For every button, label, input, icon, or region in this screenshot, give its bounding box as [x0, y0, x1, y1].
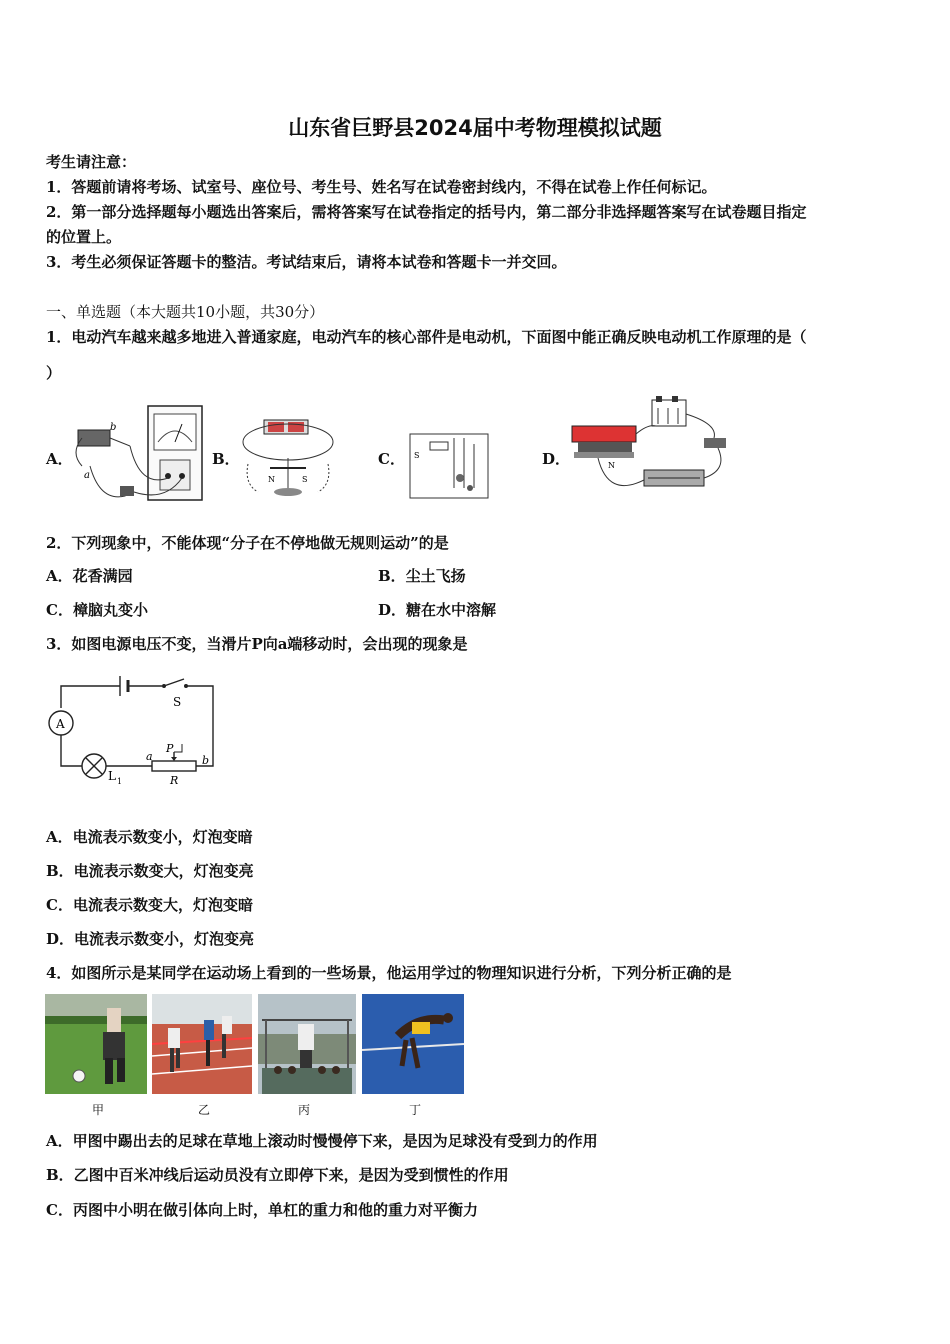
- q4-caption-yi: 乙: [198, 1103, 211, 1117]
- notice-3: 3．考生必须保证答题卡的整洁。考试结束后，请将本试卷和答题卡一并交回。: [46, 253, 567, 271]
- q4-photo-pullup: [258, 994, 356, 1094]
- q4-photo-highjump: [362, 994, 464, 1094]
- q1-figure-d: [568, 394, 732, 504]
- circuit-label-lamp-sub: 1: [117, 777, 123, 786]
- fig-a-label-a: a: [84, 470, 90, 481]
- q4-option-a: A．甲图中踢出去的足球在草地上滚动时慢慢停下来，是因为足球没有受到力的作用: [46, 1132, 598, 1150]
- q3-option-a: A．电流表示数变小，灯泡变暗: [46, 828, 253, 846]
- q3-option-c: C．电流表示数变大，灯泡变暗: [46, 896, 253, 914]
- q2-option-a: A．花香满园: [46, 567, 133, 585]
- q1-label-b: B．: [212, 450, 240, 468]
- notice-2-cont: 的位置上。: [46, 228, 122, 246]
- q1-stem-cont: ）: [46, 364, 62, 382]
- fig-a-label-b: b: [110, 422, 117, 433]
- circuit-label-p: P: [166, 742, 174, 755]
- circuit-label-a: a: [146, 750, 153, 763]
- q1-label-d: D．: [542, 450, 571, 468]
- notice-1: 1．答题前请将考场、试室号、座位号、考生号、姓名写在试卷密封线内，不得在试卷上作任何标记。: [46, 178, 717, 196]
- page-title: 山东省巨野县2024届中考物理模拟试题: [288, 116, 662, 140]
- q3-circuit-diagram: [40, 668, 226, 794]
- q3-option-b: B．电流表示数变大，灯泡变亮: [46, 862, 254, 880]
- q1-figure-b: [238, 412, 338, 502]
- q4-photo-sprint: [152, 994, 252, 1094]
- q2-stem: 2．下列现象中，不能体现“分子在不停地做无规则运动”的是: [46, 534, 449, 552]
- q4-option-c: C．丙图中小明在做引体向上时，单杠的重力和他的重力对平衡力: [46, 1201, 478, 1219]
- q1-figure-c: [404, 424, 494, 504]
- q4-stem: 4．如图所示是某同学在运动场上看到的一些场景，他运用学过的物理知识进行分析，下列分析正确的是: [46, 964, 732, 982]
- q3-stem: 3．如图电源电压不变，当滑片P向a端移动时，会出现的现象是: [46, 635, 468, 653]
- q4-caption-bing: 丙: [298, 1103, 311, 1117]
- circuit-label-s: S: [173, 695, 182, 709]
- q2-option-c: C．樟脑丸变小: [46, 601, 148, 619]
- notice-2: 2．第一部分选择题每小题选出答案后，需将答案写在试卷指定的括号内，第二部分非选择题答案写在试卷题目指定: [46, 203, 807, 221]
- q1-label-a: A．: [46, 450, 73, 468]
- circuit-label-b: b: [202, 754, 210, 767]
- circuit-label-r: R: [170, 774, 179, 787]
- section-heading: 一、单选题（本大题共10小题，共30分）: [46, 303, 325, 321]
- q4-caption-jia: 甲: [92, 1103, 105, 1117]
- circuit-label-lamp: L: [108, 769, 116, 783]
- q2-option-d: D．糖在水中溶解: [378, 601, 497, 619]
- fig-d-label-n: N: [608, 461, 615, 470]
- notice-heading: 考生请注意：: [46, 153, 137, 171]
- q4-photo-soccer: [45, 994, 147, 1094]
- fig-b-label-s: S: [302, 475, 308, 484]
- q1-label-c: C．: [378, 450, 405, 468]
- q4-caption-ding: 丁: [409, 1103, 422, 1117]
- fig-b-label-n: N: [268, 475, 275, 484]
- q1-figure-a: [70, 398, 210, 506]
- q3-option-d: D．电流表示数变小，灯泡变亮: [46, 930, 255, 948]
- circuit-label-ammeter: A: [56, 717, 65, 731]
- q1-stem: 1．电动汽车越来越多地进入普通家庭，电动汽车的核心部件是电动机，下面图中能正确反映电动机工作原理的是（: [46, 328, 807, 346]
- q2-option-b: B．尘土飞扬: [378, 567, 466, 585]
- q4-option-b: B．乙图中百米冲线后运动员没有立即停下来，是因为受到惯性的作用: [46, 1166, 509, 1184]
- fig-c-label-s: S: [414, 451, 420, 460]
